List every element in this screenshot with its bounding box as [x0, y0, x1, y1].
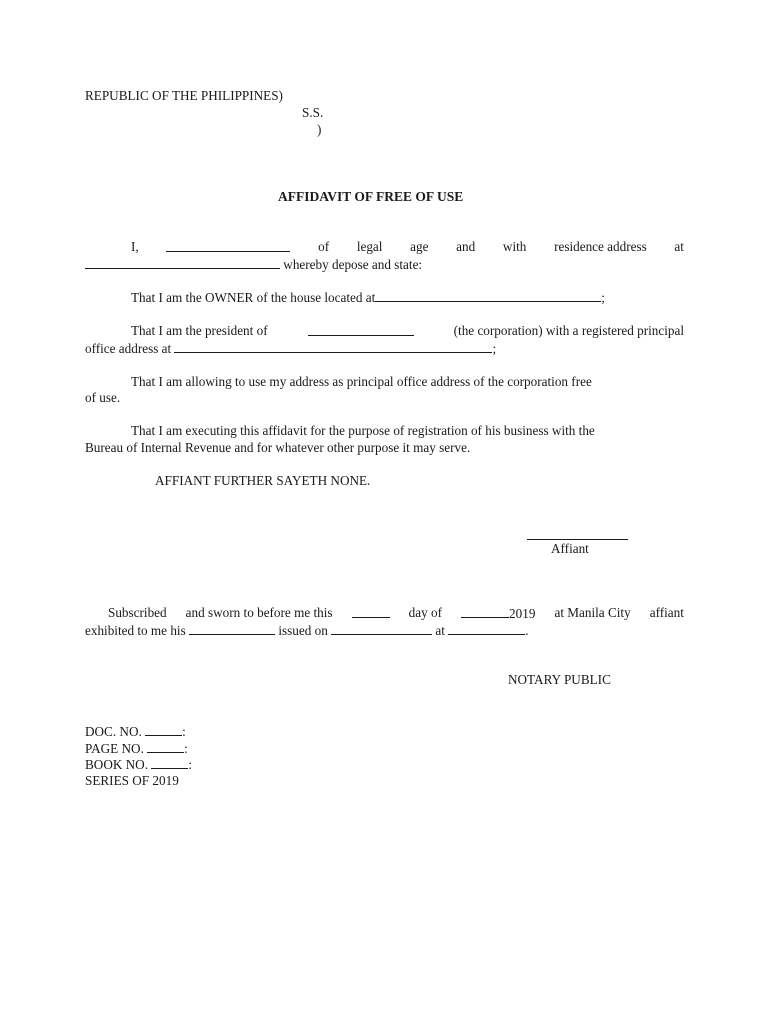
jurat-line2-a: exhibited to me his	[85, 623, 186, 638]
para1-line2-text: whereby depose and state:	[283, 257, 423, 272]
para1-line1	[85, 239, 684, 255]
affiant-signature-line	[527, 539, 628, 540]
ss-paren: )	[317, 122, 322, 137]
jurat-year: 2019	[509, 606, 536, 621]
para1-line2	[85, 256, 422, 273]
series-label: SERIES OF 2019	[85, 773, 179, 788]
para2-line1	[131, 289, 605, 306]
para1-word: legal	[356, 239, 383, 254]
republic-heading: REPUBLIC OF THE PHILIPPINES)	[85, 88, 283, 103]
para1-word: of	[318, 239, 330, 254]
para1-word: and	[456, 239, 476, 254]
para1-word: age	[410, 239, 429, 254]
jurat-line1	[85, 605, 684, 622]
name-blank	[166, 239, 290, 252]
day-blank	[352, 605, 390, 618]
page-no-blank	[147, 740, 184, 753]
jurat-word: and sworn to before me this	[185, 605, 333, 620]
para3-line2	[85, 340, 496, 357]
para4-line2: of use.	[85, 390, 121, 405]
office-address-blank	[174, 340, 492, 353]
issued-on-blank	[331, 622, 432, 635]
para3-end: ;	[492, 341, 497, 356]
para3-part1: That I am the president of	[131, 323, 268, 338]
para1-word: I,	[131, 239, 139, 254]
book-no	[85, 756, 192, 773]
jurat-word: day of	[408, 605, 442, 620]
residence-address-blank	[85, 256, 280, 269]
affiant-label: Affiant	[551, 541, 589, 556]
para5-line2: Bureau of Internal Revenue and for whatever other purpose it may serve.	[85, 440, 471, 455]
month-blank	[461, 605, 509, 618]
jurat-word: Subscribed	[108, 605, 167, 620]
doc-no-blank	[145, 723, 182, 736]
ss-label: S.S.	[302, 105, 324, 120]
para1-word: at	[674, 239, 684, 254]
corporation-blank	[308, 323, 414, 336]
jurat-word: affiant	[649, 605, 684, 620]
jurat-line2-c: at	[435, 623, 445, 638]
affiant-further-statement: AFFIANT FURTHER SAYETH NONE.	[155, 473, 371, 488]
page-no-label: PAGE NO.	[85, 741, 144, 756]
para4-line1: That I am allowing to use my address as principal office address of the corporation free	[131, 374, 592, 389]
para3-line2-text: office address at	[85, 341, 172, 356]
para5-line1: That I am executing this affidavit for the purpose of registration of his business with the	[131, 423, 595, 438]
house-location-blank	[375, 289, 601, 302]
para3-part2: (the corporation) with a registered principal	[453, 323, 684, 338]
para1-word: with	[502, 239, 527, 254]
para2-end: ;	[601, 290, 605, 305]
jurat-line2-b: issued on	[278, 623, 328, 638]
book-no-blank	[151, 756, 188, 769]
book-no-label: BOOK NO.	[85, 757, 149, 772]
doc-no	[85, 723, 186, 740]
id-blank	[189, 622, 275, 635]
para3-line1	[85, 323, 684, 339]
page-no-colon: :	[184, 741, 188, 756]
document-title: AFFIDAVIT OF FREE OF USE	[278, 189, 464, 204]
jurat-line2	[85, 622, 529, 639]
para1-word: residence address	[554, 239, 647, 254]
doc-no-colon: :	[182, 724, 186, 739]
issued-at-blank	[448, 622, 525, 635]
book-no-colon: :	[188, 757, 192, 772]
para2-text: That I am the OWNER of the house located at	[131, 290, 376, 305]
jurat-line2-end: .	[525, 623, 529, 638]
jurat-word: at Manila City	[554, 605, 631, 620]
notary-public-label: NOTARY PUBLIC	[508, 672, 611, 687]
doc-no-label: DOC. NO.	[85, 724, 142, 739]
page-no	[85, 740, 188, 757]
